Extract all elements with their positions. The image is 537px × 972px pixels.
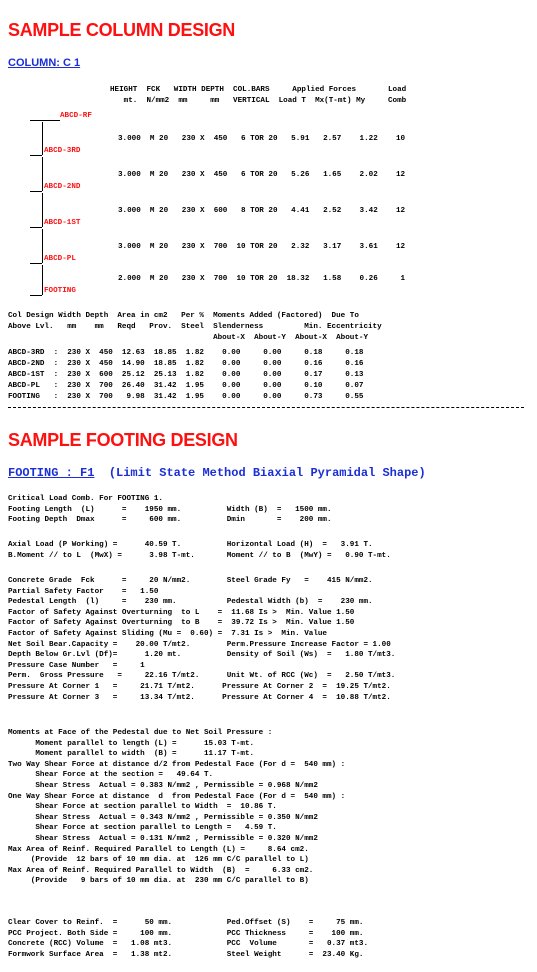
footing-line: Pressure At Corner 3 = 13.34 T/mt2. Pressure At Corner 4 = 10.88 T/mt2. bbox=[8, 693, 391, 702]
footing-line: Moments at Face of the Pedestal due to Net Soil Pressure : bbox=[8, 729, 273, 737]
footing-line: Shear Stress Actual = 0.131 N/mm2 , Permissible = 0.320 N/mm2 bbox=[8, 835, 318, 843]
floor-data-row: 3.000 M 20 230 X 700 10 TOR 20 2.32 3.17 3.61 12 bbox=[118, 243, 406, 251]
floor-data-row: 3.000 M 20 230 X 600 8 TOR 20 4.41 2.52 3.42 12 bbox=[118, 207, 406, 215]
footing-line: (Provide 9 bars of 10 mm dia. at 230 mm C/C parallel to B) bbox=[8, 877, 309, 886]
footing-heading bbox=[8, 466, 426, 480]
footing-line: Factor of Safety Against Overturning to B = 39.72 Is > Min. Value 1.50 bbox=[8, 619, 355, 628]
design-row: ABCD-2ND : 230 X 450 14.90 18.85 1.82 0.00 0.00 0.16 0.16 bbox=[8, 360, 364, 368]
floor-label: ABCD-RF bbox=[60, 112, 92, 120]
footing-line: Shear Force at the section = 49.64 T. bbox=[8, 771, 214, 780]
footing-line: Two Way Shear Force at distance d/2 from Pedestal Face (For d = 540 mm) : bbox=[8, 760, 346, 769]
column-line bbox=[42, 193, 43, 227]
footing-line: Footing Length (L) = 1950 mm. Width (B) = 1500 mm. bbox=[8, 505, 332, 514]
footing-line: Moment parallel to length (L) = 15.03 T-mt. bbox=[8, 739, 255, 748]
floor-data-row: 3.000 M 20 230 X 450 6 TOR 20 5.91 2.57 1.22 10 bbox=[118, 135, 406, 143]
footing-line: Concrete Grade Fck = 20 N/mm2. Steel Grade Fy = 415 N/mm2. bbox=[8, 577, 373, 585]
floor-label: ABCD-3RD bbox=[44, 147, 81, 155]
level-tick bbox=[30, 191, 42, 192]
footing-line: Factor of Safety Against Sliding (Mu = 0.60) = 7.31 Is > Min. Value bbox=[8, 630, 327, 638]
footing-line: One Way Shear Force at distance d from Pedestal Face (For d = 540 mm) : bbox=[8, 792, 346, 801]
floor-data-row: 2.000 M 20 230 X 700 10 TOR 20 18.32 1.58 0.26 1 bbox=[118, 275, 406, 283]
footing-line: Shear Stress Actual = 0.343 N/mm2 , Permissible = 0.350 N/mm2 bbox=[8, 813, 318, 822]
footing-line: Net Soil Bear.Capacity = 20.00 T/mt2. Perm.Pressure Increase Factor = 1.00 bbox=[8, 640, 391, 649]
footing-line: PCC Project. Both Side = 100 mm. PCC Thickness = 100 mm. bbox=[8, 929, 364, 938]
footing-line: Pressure Case Number = 1 bbox=[8, 661, 145, 670]
level-tick bbox=[30, 295, 42, 296]
footing-line: Footing Depth Dmax = 600 mm. Dmin = 200 mm. bbox=[8, 516, 332, 525]
footing-line: Max Area of Reinf. Required Parallel to Width (B) = 6.33 cm2. bbox=[8, 866, 314, 875]
footing-section-title: SAMPLE FOOTING DESIGN bbox=[8, 430, 238, 450]
level-tick bbox=[30, 263, 42, 264]
footing-line: Shear Force at section parallel to Length = 4.59 T. bbox=[8, 824, 277, 833]
column-line bbox=[42, 265, 43, 295]
footing-line: Shear Force at section parallel to Width = 10.86 T. bbox=[8, 803, 277, 812]
footing-line: Shear Stress Actual = 0.383 N/mm2 , Permissible = 0.968 N/mm2 bbox=[8, 782, 318, 790]
footing-line: Depth Below Gr.Lvl (Df)= 1.20 mt. Density of Soil (Ws) = 1.80 T/mt3. bbox=[8, 651, 396, 660]
footing-f1-link[interactable]: FOOTING : F1 bbox=[8, 466, 95, 480]
design-row: ABCD-PL : 230 X 700 26.40 31.42 1.95 0.00 0.00 0.10 0.07 bbox=[8, 382, 364, 390]
floor-label: ABCD-2ND bbox=[44, 183, 81, 191]
design-header-line1: Col Design Width Depth Area in cm2 Per % Moments Added (Factored) Due To bbox=[8, 312, 359, 320]
footing-line: Critical Load Comb. For FOOTING 1. bbox=[8, 495, 163, 503]
level-tick bbox=[30, 120, 60, 121]
column-line bbox=[42, 122, 43, 155]
column-line bbox=[42, 157, 43, 191]
floor-label: ABCD-1ST bbox=[44, 219, 81, 227]
footing-line: Pressure At Corner 1 = 21.71 T/mt2. Pressure At Corner 2 = 19.25 T/mt2. bbox=[8, 683, 391, 691]
footing-line: Axial Load (P Working) = 40.59 T. Horizontal Load (H) = 3.91 T. bbox=[8, 541, 373, 549]
footing-line: Pedestal Length (l) = 230 mm. Pedestal Width (b) = 230 mm. bbox=[8, 598, 373, 607]
footing-line: Moment parallel to width (B) = 11.17 T-mt. bbox=[8, 750, 255, 759]
column-line bbox=[42, 229, 43, 263]
footing-line: Formwork Surface Area = 1.38 mt2. Steel Weight = 23.40 Kg. bbox=[8, 950, 364, 959]
footing-line: Max Area of Reinf. Required Parallel to Length (L) = 8.64 cm2. bbox=[8, 845, 309, 854]
design-row: ABCD-1ST : 230 X 600 25.12 25.13 1.82 0.00 0.00 0.17 0.13 bbox=[8, 371, 364, 379]
design-row: FOOTING : 230 X 700 9.98 31.42 1.95 0.00 0.00 0.73 0.55 bbox=[8, 393, 364, 401]
column-c1-link[interactable]: COLUMN: C 1 bbox=[8, 57, 81, 69]
column-section-title: SAMPLE COLUMN DESIGN bbox=[8, 20, 236, 40]
level-tick bbox=[30, 227, 42, 228]
section-divider bbox=[8, 407, 524, 408]
column-header-line1: HEIGHT FCK WIDTH DEPTH COL.BARS Applied Forces Load bbox=[110, 86, 407, 94]
design-header-line3: About-X About-Y About-X About-Y bbox=[8, 334, 369, 342]
footing-line: Perm. Gross Pressure = 22.16 T/mt2. Unit Wt. of RCC (Wc) = 2.50 T/mt3. bbox=[8, 672, 396, 681]
column-header-line2: mt. N/mm2 mm mm VERTICAL Load T Mx(T-mt) My Comb bbox=[110, 97, 407, 105]
footing-line: (Provide 12 bars of 10 mm dia. at 126 mm C/C parallel to L) bbox=[8, 856, 309, 865]
design-header-line2: Above Lvl. mm mm Reqd Prov. Steel Slenderness Min. Eccentricity bbox=[8, 323, 382, 331]
design-row: ABCD-3RD : 230 X 450 12.63 18.85 1.82 0.00 0.00 0.18 0.18 bbox=[8, 349, 364, 357]
footing-method: (Limit State Method Biaxial Pyramidal Shape) bbox=[108, 466, 426, 480]
floor-label: FOOTING bbox=[44, 287, 76, 295]
floor-data-row: 3.000 M 20 230 X 450 6 TOR 20 5.26 1.65 2.02 12 bbox=[118, 171, 406, 179]
level-tick bbox=[30, 155, 42, 156]
footing-line: Partial Safety Factor = 1.50 bbox=[8, 587, 159, 596]
footing-line: Concrete (RCC) Volume = 1.08 mt3. PCC Volume = 0.37 mt3. bbox=[8, 940, 369, 949]
floor-label: ABCD-PL bbox=[44, 255, 76, 263]
footing-line: Clear Cover to Reinf. = 50 mm. Ped.Offset (S) = 75 mm. bbox=[8, 919, 364, 927]
footing-line: B.Moment // to L (MwX) = 3.98 T-mt. Moment // to B (MwY) = 0.90 T-mt. bbox=[8, 551, 391, 560]
footing-line: Factor of Safety Against Overturning to L = 11.68 Is > Min. Value 1.50 bbox=[8, 608, 355, 617]
